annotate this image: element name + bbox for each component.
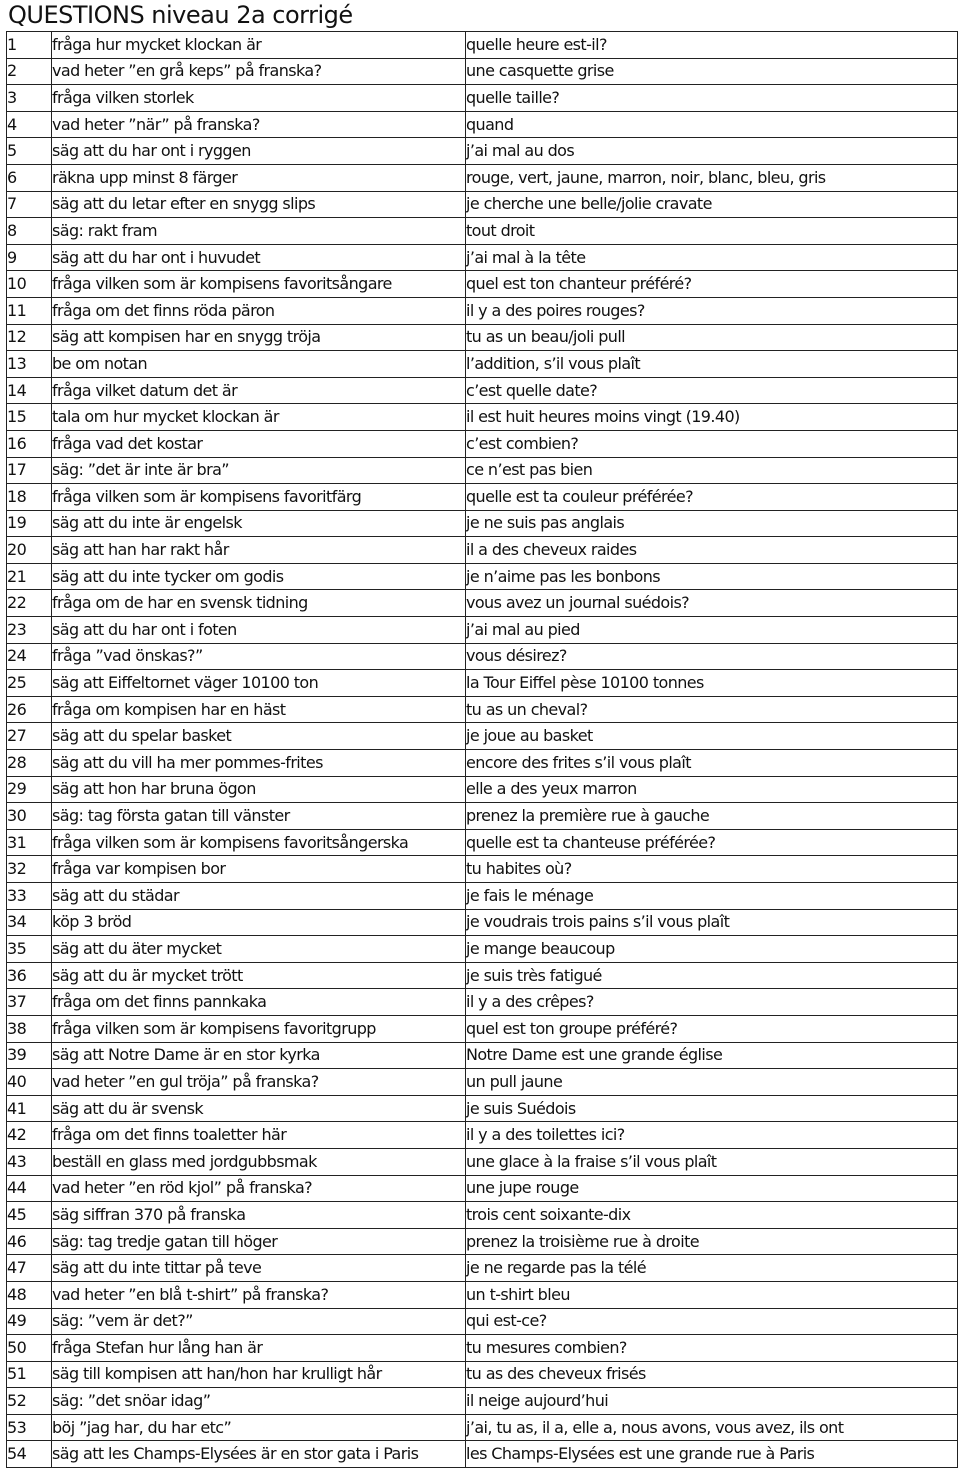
table-row <box>7 750 958 777</box>
question-swedish: säg siffran 370 på franska <box>52 1202 466 1229</box>
question-number: 44 <box>7 1175 52 1202</box>
question-number: 32 <box>7 856 52 883</box>
question-swedish: fråga var kompisen bor <box>52 856 466 883</box>
table-row <box>7 1148 958 1175</box>
table-row <box>7 776 958 803</box>
answer-french: quelle est ta chanteuse préférée? <box>466 829 958 856</box>
answer-french: encore des frites s’il vous plaît <box>466 750 958 777</box>
question-swedish: vad heter ”en gul tröja” på franska? <box>52 1069 466 1096</box>
table-row <box>7 1095 958 1122</box>
question-swedish: be om notan <box>52 351 466 378</box>
answer-french: j’ai mal au pied <box>466 617 958 644</box>
question-swedish: fråga Stefan hur lång han är <box>52 1335 466 1362</box>
question-number: 22 <box>7 590 52 617</box>
answer-french: tu as des cheveux frisés <box>466 1361 958 1388</box>
question-swedish: säg att du inte är engelsk <box>52 510 466 537</box>
questions-table-body <box>7 32 958 1468</box>
answer-french: prenez la troisième rue à droite <box>466 1228 958 1255</box>
question-number: 52 <box>7 1388 52 1415</box>
question-swedish: vad heter ”en blå t-shirt” på franska? <box>52 1281 466 1308</box>
table-row <box>7 218 958 245</box>
answer-french: prenez la première rue à gauche <box>466 803 958 830</box>
answer-french: je joue au basket <box>466 723 958 750</box>
answer-french: je voudrais trois pains s’il vous plaît <box>466 909 958 936</box>
question-number: 7 <box>7 191 52 218</box>
table-row <box>7 856 958 883</box>
question-swedish: fråga vilket datum det är <box>52 377 466 404</box>
question-swedish: säg att du letar efter en snygg slips <box>52 191 466 218</box>
question-number: 35 <box>7 936 52 963</box>
answer-french: quelle heure est-il? <box>466 32 958 59</box>
question-number: 26 <box>7 696 52 723</box>
question-swedish: säg att du spelar basket <box>52 723 466 750</box>
table-row <box>7 191 958 218</box>
question-number: 42 <box>7 1122 52 1149</box>
question-number: 15 <box>7 404 52 431</box>
question-swedish: säg att du är svensk <box>52 1095 466 1122</box>
question-swedish: räkna upp minst 8 färger <box>52 164 466 191</box>
question-number: 4 <box>7 111 52 138</box>
answer-french: je ne suis pas anglais <box>466 510 958 537</box>
table-row <box>7 1228 958 1255</box>
answer-french: c’est combien? <box>466 430 958 457</box>
answer-french: ce n’est pas bien <box>466 457 958 484</box>
question-number: 27 <box>7 723 52 750</box>
table-row <box>7 85 958 112</box>
question-number: 19 <box>7 510 52 537</box>
answer-french: j’ai, tu as, il a, elle a, nous avons, vous avez, ils ont <box>466 1414 958 1441</box>
table-row <box>7 1388 958 1415</box>
question-swedish: säg: tag första gatan till vänster <box>52 803 466 830</box>
answer-french: j’ai mal au dos <box>466 138 958 165</box>
question-number: 16 <box>7 430 52 457</box>
question-number: 20 <box>7 537 52 564</box>
question-number: 34 <box>7 909 52 936</box>
question-swedish: fråga om det finns pannkaka <box>52 989 466 1016</box>
question-swedish: fråga om det finns toaletter här <box>52 1122 466 1149</box>
question-number: 13 <box>7 351 52 378</box>
table-row <box>7 883 958 910</box>
question-number: 24 <box>7 643 52 670</box>
question-swedish: köp 3 bröd <box>52 909 466 936</box>
answer-french: je ne regarde pas la télé <box>466 1255 958 1282</box>
question-swedish: fråga om kompisen har en häst <box>52 696 466 723</box>
table-row <box>7 457 958 484</box>
question-swedish: fråga vilken som är kompisens favoritsångare <box>52 271 466 298</box>
question-number: 36 <box>7 962 52 989</box>
answer-french: une casquette grise <box>466 58 958 85</box>
answer-french: elle a des yeux marron <box>466 776 958 803</box>
table-row <box>7 989 958 1016</box>
question-swedish: vad heter ”en röd kjol” på franska? <box>52 1175 466 1202</box>
table-row <box>7 111 958 138</box>
question-number: 39 <box>7 1042 52 1069</box>
question-swedish: säg: ”vem är det?” <box>52 1308 466 1335</box>
question-swedish: fråga vilken storlek <box>52 85 466 112</box>
question-swedish: säg att Notre Dame är en stor kyrka <box>52 1042 466 1069</box>
table-row <box>7 1361 958 1388</box>
answer-french: qui est-ce? <box>466 1308 958 1335</box>
question-number: 40 <box>7 1069 52 1096</box>
answer-french: un pull jaune <box>466 1069 958 1096</box>
table-row <box>7 537 958 564</box>
question-swedish: säg: ”det snöar idag” <box>52 1388 466 1415</box>
answer-french: j’ai mal à la tête <box>466 244 958 271</box>
question-number: 37 <box>7 989 52 1016</box>
answer-french: c’est quelle date? <box>466 377 958 404</box>
answer-french: une glace à la fraise s’il vous plaît <box>466 1148 958 1175</box>
question-number: 8 <box>7 218 52 245</box>
question-swedish: fråga ”vad önskas?” <box>52 643 466 670</box>
answer-french: je n’aime pas les bonbons <box>466 563 958 590</box>
question-number: 43 <box>7 1148 52 1175</box>
question-swedish: säg: rakt fram <box>52 218 466 245</box>
question-number: 17 <box>7 457 52 484</box>
answer-french: tout droit <box>466 218 958 245</box>
answer-french: rouge, vert, jaune, marron, noir, blanc, bleu, gris <box>466 164 958 191</box>
question-number: 14 <box>7 377 52 404</box>
table-row <box>7 404 958 431</box>
question-number: 49 <box>7 1308 52 1335</box>
answer-french: quel est ton groupe préféré? <box>466 1015 958 1042</box>
answer-french: quelle taille? <box>466 85 958 112</box>
answer-french: je suis Suédois <box>466 1095 958 1122</box>
answer-french: je cherche une belle/jolie cravate <box>466 191 958 218</box>
table-row <box>7 351 958 378</box>
question-number: 47 <box>7 1255 52 1282</box>
question-number: 21 <box>7 563 52 590</box>
question-number: 25 <box>7 670 52 697</box>
question-number: 5 <box>7 138 52 165</box>
table-row <box>7 324 958 351</box>
table-row <box>7 1069 958 1096</box>
table-row <box>7 297 958 324</box>
question-swedish: säg att du har ont i foten <box>52 617 466 644</box>
question-number: 46 <box>7 1228 52 1255</box>
answer-french: les Champs-Elysées est une grande rue à Paris <box>466 1441 958 1468</box>
answer-french: quelle est ta couleur préférée? <box>466 484 958 511</box>
question-swedish: säg att du har ont i ryggen <box>52 138 466 165</box>
answer-french: tu habites où? <box>466 856 958 883</box>
table-row <box>7 1281 958 1308</box>
answer-french: trois cent soixante-dix <box>466 1202 958 1229</box>
answer-french: il a des cheveux raides <box>466 537 958 564</box>
question-swedish: säg att du inte tycker om godis <box>52 563 466 590</box>
table-row <box>7 696 958 723</box>
answer-french: tu as un beau/joli pull <box>466 324 958 351</box>
answer-french: quel est ton chanteur préféré? <box>466 271 958 298</box>
table-row <box>7 670 958 697</box>
question-number: 2 <box>7 58 52 85</box>
table-row <box>7 1255 958 1282</box>
table-row <box>7 1308 958 1335</box>
question-swedish: säg att han har rakt hår <box>52 537 466 564</box>
answer-french: il neige aujourd’hui <box>466 1388 958 1415</box>
table-row <box>7 1441 958 1468</box>
table-row <box>7 244 958 271</box>
question-swedish: säg att du är mycket trött <box>52 962 466 989</box>
question-number: 23 <box>7 617 52 644</box>
question-swedish: säg att du äter mycket <box>52 936 466 963</box>
answer-french: il y a des poires rouges? <box>466 297 958 324</box>
question-swedish: säg att kompisen har en snygg tröja <box>52 324 466 351</box>
question-number: 30 <box>7 803 52 830</box>
question-number: 41 <box>7 1095 52 1122</box>
answer-french: un t-shirt bleu <box>466 1281 958 1308</box>
question-number: 9 <box>7 244 52 271</box>
answer-french: la Tour Eiffel pèse 10100 tonnes <box>466 670 958 697</box>
question-number: 28 <box>7 750 52 777</box>
table-row <box>7 617 958 644</box>
question-number: 3 <box>7 85 52 112</box>
question-swedish: fråga om de har en svensk tidning <box>52 590 466 617</box>
question-swedish: beställ en glass med jordgubbsmak <box>52 1148 466 1175</box>
table-row <box>7 1414 958 1441</box>
questions-table <box>6 31 958 1468</box>
question-swedish: fråga hur mycket klockan är <box>52 32 466 59</box>
question-swedish: säg: ”det är inte är bra” <box>52 457 466 484</box>
question-number: 11 <box>7 297 52 324</box>
answer-french: Notre Dame est une grande église <box>466 1042 958 1069</box>
table-row <box>7 138 958 165</box>
question-number: 1 <box>7 32 52 59</box>
question-number: 18 <box>7 484 52 511</box>
question-swedish: säg att du inte tittar på teve <box>52 1255 466 1282</box>
table-row <box>7 829 958 856</box>
answer-french: quand <box>466 111 958 138</box>
question-number: 29 <box>7 776 52 803</box>
question-swedish: vad heter ”en grå keps” på franska? <box>52 58 466 85</box>
question-number: 12 <box>7 324 52 351</box>
table-row <box>7 430 958 457</box>
table-row <box>7 58 958 85</box>
table-row <box>7 510 958 537</box>
answer-french: il y a des toilettes ici? <box>466 1122 958 1149</box>
page-title: QUESTIONS niveau 2a corrigé <box>8 1 353 29</box>
question-number: 50 <box>7 1335 52 1362</box>
question-swedish: säg att du har ont i huvudet <box>52 244 466 271</box>
answer-french: je suis très fatigué <box>466 962 958 989</box>
question-swedish: säg att du städar <box>52 883 466 910</box>
table-row <box>7 164 958 191</box>
question-number: 6 <box>7 164 52 191</box>
question-number: 33 <box>7 883 52 910</box>
question-number: 48 <box>7 1281 52 1308</box>
question-swedish: böj ”jag har, du har etc” <box>52 1414 466 1441</box>
question-number: 31 <box>7 829 52 856</box>
question-swedish: säg att les Champs-Elysées är en stor gata i Paris <box>52 1441 466 1468</box>
table-row <box>7 590 958 617</box>
table-row <box>7 909 958 936</box>
answer-french: l’addition, s’il vous plaît <box>466 351 958 378</box>
answer-french: tu mesures combien? <box>466 1335 958 1362</box>
question-swedish: fråga om det finns röda päron <box>52 297 466 324</box>
table-row <box>7 377 958 404</box>
answer-french: vous avez un journal suédois? <box>466 590 958 617</box>
question-number: 38 <box>7 1015 52 1042</box>
answer-french: tu as un cheval? <box>466 696 958 723</box>
question-swedish: säg: tag tredje gatan till höger <box>52 1228 466 1255</box>
answer-french: vous désirez? <box>466 643 958 670</box>
question-swedish: fråga vilken som är kompisens favoritgrupp <box>52 1015 466 1042</box>
table-row <box>7 936 958 963</box>
question-swedish: vad heter ”när” på franska? <box>52 111 466 138</box>
table-row <box>7 1335 958 1362</box>
answer-french: je fais le ménage <box>466 883 958 910</box>
answer-french: je mange beaucoup <box>466 936 958 963</box>
question-swedish: säg till kompisen att han/hon har krulligt hår <box>52 1361 466 1388</box>
table-row <box>7 563 958 590</box>
table-row <box>7 643 958 670</box>
question-swedish: fråga vilken som är kompisens favoritfärg <box>52 484 466 511</box>
table-row <box>7 803 958 830</box>
question-number: 54 <box>7 1441 52 1468</box>
table-row <box>7 271 958 298</box>
question-swedish: fråga vilken som är kompisens favoritsångerska <box>52 829 466 856</box>
table-row <box>7 1015 958 1042</box>
table-row <box>7 32 958 59</box>
question-swedish: fråga vad det kostar <box>52 430 466 457</box>
answer-french: il y a des crêpes? <box>466 989 958 1016</box>
table-row <box>7 1042 958 1069</box>
table-row <box>7 962 958 989</box>
answer-french: il est huit heures moins vingt (19.40) <box>466 404 958 431</box>
question-number: 45 <box>7 1202 52 1229</box>
table-row <box>7 484 958 511</box>
question-swedish: säg att hon har bruna ögon <box>52 776 466 803</box>
question-number: 51 <box>7 1361 52 1388</box>
answer-french: une jupe rouge <box>466 1175 958 1202</box>
question-number: 53 <box>7 1414 52 1441</box>
question-number: 10 <box>7 271 52 298</box>
table-row <box>7 723 958 750</box>
table-row <box>7 1202 958 1229</box>
question-swedish: tala om hur mycket klockan är <box>52 404 466 431</box>
question-swedish: säg att du vill ha mer pommes-frites <box>52 750 466 777</box>
table-row <box>7 1122 958 1149</box>
question-swedish: säg att Eiffeltornet väger 10100 ton <box>52 670 466 697</box>
table-row <box>7 1175 958 1202</box>
